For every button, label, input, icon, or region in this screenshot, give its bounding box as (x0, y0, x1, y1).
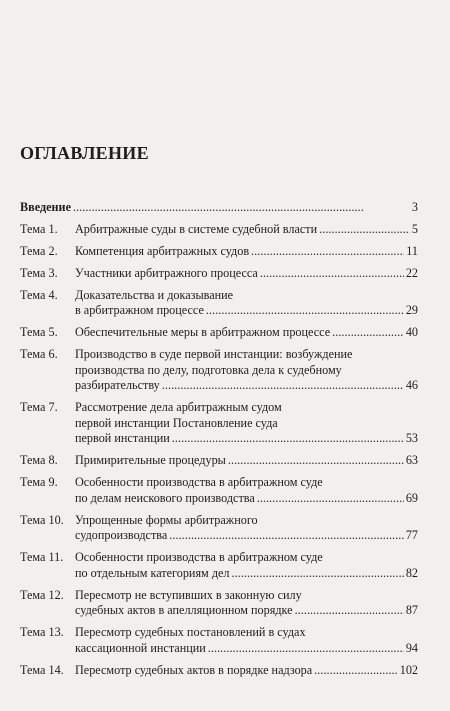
toc-entry-title-line: первой инстанции (75, 431, 170, 445)
toc-entry-page: 40 (405, 325, 418, 339)
toc-entry-title-line: по делам неискового производства (75, 490, 255, 505)
toc-entry-page: 69 (405, 490, 418, 505)
toc-entry-title-line: кассационной инстанции (75, 640, 206, 655)
toc-entry-number: Тема 2. (20, 243, 58, 258)
toc-entry-title-line: Производство в суде первой инстанции: возбуждение (75, 347, 353, 361)
toc-entry (20, 288, 418, 319)
toc-entry-title-line: Участники арбитражного процесса (75, 265, 258, 280)
dot-leader (251, 244, 404, 260)
toc-entry-page: 29 (405, 303, 418, 317)
toc-entry-page: 3 (411, 200, 418, 214)
toc-entry-page: 77 (405, 528, 418, 542)
dot-leader (169, 528, 404, 544)
toc-entry-page: 11 (406, 243, 418, 258)
dot-leader (295, 603, 404, 619)
toc-entry-number: Тема 8. (20, 453, 58, 467)
toc-entry-number: Тема 10. (20, 512, 64, 527)
toc-entry-title-line: Особенности производства в арбитражном суде (75, 475, 323, 489)
toc-entry-page: 87 (405, 603, 418, 617)
dot-leader (162, 378, 404, 394)
toc-entry (20, 550, 418, 581)
toc-entry (20, 475, 418, 506)
toc-entry-title-line: судебных актов в апелляционном порядке (75, 603, 293, 617)
toc-entry (20, 347, 418, 394)
toc-entry (20, 663, 418, 679)
toc-entry-number: Тема 6. (20, 347, 58, 361)
toc-entry-title-line: судопроизводства (75, 528, 168, 542)
toc-entry (20, 513, 418, 544)
toc-entry-title-line: первой инстанции Постановление суда (75, 415, 278, 430)
toc-entry-title-line: в арбитражном процессе (75, 303, 204, 317)
dot-leader (314, 663, 398, 679)
toc-entry-page: 94 (405, 640, 418, 655)
toc-entry-page: 53 (405, 431, 418, 445)
toc-entry-page: 63 (405, 453, 418, 467)
toc-entry-title-line: Особенности производства в арбитражном суде (75, 550, 323, 564)
dot-leader (232, 566, 404, 582)
dot-leader (228, 453, 404, 469)
toc-entry-title-line: Доказательства и доказывание (75, 287, 234, 302)
toc-entry-title-line: Упрощенные формы арбитражного (75, 512, 258, 527)
toc-entry-page: 102 (399, 662, 418, 677)
dot-leader (257, 491, 404, 507)
dot-leader (332, 325, 404, 341)
toc-entry-number: Тема 1. (20, 221, 58, 236)
toc-entry-number: Тема 13. (20, 625, 64, 639)
toc-entry-title-line: Пересмотр судебных постановлений в судах (75, 625, 306, 639)
toc-entry-title-line: Пересмотр судебных актов в порядке надзора (75, 662, 313, 677)
toc-entry-page: 46 (405, 378, 418, 392)
toc-entry-number: Тема 11. (20, 550, 64, 564)
toc-entry (20, 266, 418, 282)
toc-entry-title-line: Примирительные процедуры (75, 453, 226, 467)
toc-entry-title-line: по отдельным категориям дел (75, 565, 230, 580)
dot-leader (206, 303, 404, 319)
toc-entry (20, 625, 418, 656)
toc-entry-intro (20, 200, 418, 216)
toc-entry-title-line: Рассмотрение дела арбитражным судом (75, 400, 282, 414)
toc-entry-number: Тема 12. (20, 587, 64, 602)
toc-entry-title-line: Обеспечительные меры в арбитражном процессе (75, 325, 331, 339)
toc-entry-title: Введение (20, 200, 71, 214)
toc-entry-number: Тема 9. (20, 475, 58, 489)
dot-leader (208, 641, 404, 657)
toc-entry-page: 82 (405, 565, 418, 580)
dot-leader (172, 431, 404, 447)
toc-entries (20, 222, 418, 679)
toc-entry-number: Тема 3. (20, 265, 58, 280)
toc-entry (20, 453, 418, 469)
toc-entry (20, 588, 418, 619)
toc-entry-page: 22 (405, 265, 418, 280)
toc-entry-title-line: разбирательству (75, 378, 160, 392)
toc-entry (20, 400, 418, 447)
toc-entry-number: Тема 7. (20, 400, 58, 414)
dot-leader (319, 222, 410, 238)
toc-list (20, 200, 418, 685)
dot-leader (260, 266, 404, 282)
toc-entry (20, 244, 418, 260)
toc-entry-title-line: Компетенция арбитражных судов (75, 243, 250, 258)
toc-entry (20, 222, 418, 238)
toc-entry-page: 5 (411, 221, 418, 236)
toc-entry-title-line: производства по делу, подготовка дела к судебному (75, 362, 342, 377)
toc-entry-title-line: Пересмотр не вступивших в законную силу (75, 587, 302, 602)
page-title: ОГЛАВЛЕНИЕ (20, 143, 149, 163)
toc-entry-title-line: Арбитражные суды в системе судебной власти (75, 221, 318, 236)
dot-leader (73, 200, 410, 216)
toc-entry (20, 325, 418, 341)
toc-entry-number: Тема 14. (20, 662, 64, 677)
toc-entry-number: Тема 4. (20, 287, 58, 302)
toc-entry-number: Тема 5. (20, 325, 58, 339)
